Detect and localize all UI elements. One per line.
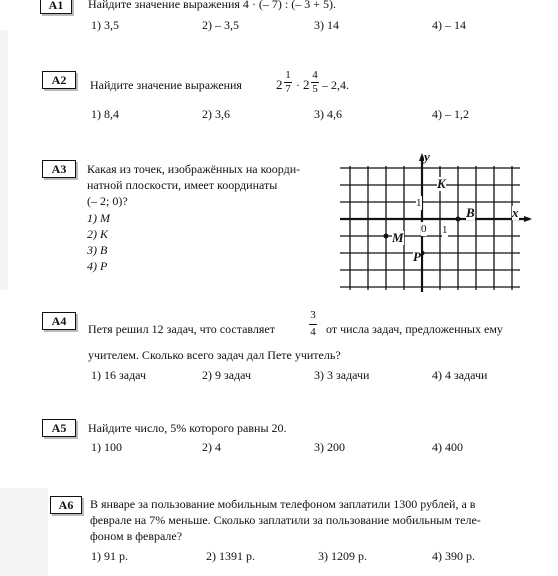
y-axis-label: y bbox=[424, 149, 430, 164]
answer-option-4[interactable]: 4) 4 задачи bbox=[432, 368, 488, 382]
fraction-denominator: 4 bbox=[310, 326, 316, 338]
answer-option-3[interactable]: 3) 200 bbox=[314, 440, 345, 454]
answer-option-3[interactable]: 3) 3 задачи bbox=[314, 368, 370, 382]
problem-label: A5 bbox=[42, 419, 76, 437]
answer-option-4[interactable]: 4) 390 р. bbox=[432, 549, 475, 563]
answer-option-4[interactable]: 4) 400 bbox=[432, 440, 463, 454]
problem-label: A2 bbox=[42, 71, 76, 89]
answer-option-1[interactable]: 1) 100 bbox=[91, 440, 122, 454]
answer-option-1[interactable]: 1) M bbox=[87, 211, 110, 225]
answer-option-1[interactable]: 1) 16 задач bbox=[91, 368, 147, 382]
question-line-3: (– 2; 0)? bbox=[87, 194, 128, 208]
x-axis-arrow bbox=[524, 216, 532, 222]
question-text: Найдите число, 5% которого равны 20. bbox=[88, 421, 287, 435]
answer-option-3[interactable]: 3) 4,6 bbox=[314, 107, 342, 121]
problem-label: A4 bbox=[42, 312, 76, 330]
fraction-denominator: 7 bbox=[285, 83, 291, 95]
answer-option-2[interactable]: 2) 9 задач bbox=[202, 368, 252, 382]
problem-label: A3 bbox=[42, 160, 76, 178]
answer-option-2[interactable]: 2) – 3,5 bbox=[202, 18, 239, 32]
coordinate-plane bbox=[340, 150, 540, 295]
question-text-after: от числа задач, предложенных ему bbox=[326, 322, 503, 336]
question-text: Найдите значение выражения bbox=[90, 78, 242, 92]
x-unit-label: 1 bbox=[442, 224, 448, 236]
x-axis-label: x bbox=[512, 205, 519, 220]
origin-label: 0 bbox=[421, 223, 427, 235]
answer-option-3[interactable]: 3) B bbox=[87, 243, 108, 257]
answer-option-1[interactable]: 1) 3,5 bbox=[91, 18, 119, 32]
y-unit-label: 1 bbox=[416, 197, 422, 209]
problem-label: A6 bbox=[50, 496, 82, 514]
question-text: Найдите значение выражения 4 · (– 7) : (– 3 + 5). bbox=[88, 0, 337, 11]
answer-option-2[interactable]: 2) 1391 р. bbox=[206, 549, 255, 563]
point-m-marker bbox=[384, 234, 389, 239]
fraction-bar bbox=[309, 324, 317, 325]
fraction-numerator: 4 bbox=[312, 69, 318, 81]
answer-option-2[interactable]: 2) K bbox=[87, 227, 108, 241]
point-k-label: K bbox=[437, 176, 446, 191]
answer-option-3[interactable]: 3) 14 bbox=[314, 18, 339, 32]
answer-option-2[interactable]: 2) 4 bbox=[202, 440, 221, 454]
point-b-marker bbox=[456, 217, 461, 222]
question-line-1: В январе за пользование мобильным телефоном заплатили 1300 рублей, а в bbox=[90, 497, 476, 511]
answer-option-4[interactable]: 4) – 1,2 bbox=[432, 107, 469, 121]
answer-option-4[interactable]: 4) – 14 bbox=[432, 18, 466, 32]
question-line-2: учителем. Сколько всего задач дал Пете учитель? bbox=[88, 348, 341, 362]
point-m-label: M bbox=[392, 230, 404, 245]
point-b-label: B bbox=[466, 205, 475, 220]
answer-option-1[interactable]: 1) 8,4 bbox=[91, 107, 119, 121]
answer-option-1[interactable]: 1) 91 р. bbox=[91, 549, 128, 563]
question-line-1: Какая из точек, изображённых на коорди- bbox=[87, 162, 301, 176]
question-line-2: феврале на 7% меньше. Сколько заплатили за пользование мобильным теле- bbox=[90, 513, 481, 527]
answer-option-2[interactable]: 2) 3,6 bbox=[202, 107, 230, 121]
multiply-dot: · bbox=[296, 78, 300, 92]
question-text-before: Петя решил 12 задач, что составляет bbox=[88, 322, 276, 336]
question-line-3: фоном в феврале? bbox=[90, 529, 183, 543]
fraction-denominator: 5 bbox=[312, 83, 318, 95]
answer-option-4[interactable]: 4) P bbox=[87, 259, 108, 273]
whole-part: 2 bbox=[276, 77, 283, 92]
question-line-2: натной плоскости, имеет координаты bbox=[87, 178, 278, 192]
grid-lines bbox=[340, 166, 520, 290]
answer-option-3[interactable]: 3) 1209 р. bbox=[318, 549, 367, 563]
scan-shade bbox=[0, 488, 48, 576]
problem-label: A1 bbox=[40, 0, 72, 14]
fraction-numerator: 1 bbox=[285, 69, 291, 81]
point-p-label: P bbox=[413, 249, 421, 264]
expression-tail: – 2,4. bbox=[322, 78, 349, 92]
scan-shade bbox=[0, 30, 8, 290]
fraction-numerator: 3 bbox=[310, 309, 316, 321]
whole-part: 2 bbox=[303, 77, 310, 92]
